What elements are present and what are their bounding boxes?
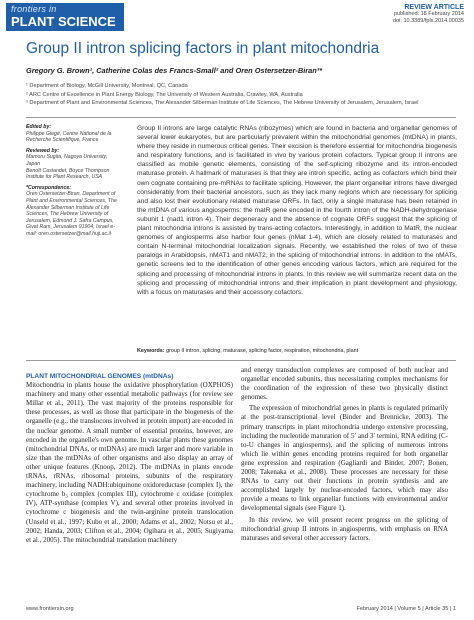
article-meta: [393, 4, 464, 24]
affiliation-2: ² ARC Centre of Excellence in Plant Energy Biology, The University of Western Australia, Crawley, WA, Australia: [26, 91, 303, 98]
abstract: Group II introns are large catalytic RNAs (ribozymes) which are found in bacteria and organellar genomes of several lower eukaryotes, but are particularly prevalent within the mitochondrial genomes (mtDNA) in plants, where they reside in numerous critical genes. Their excision is therefore essential for mitochondria biogenesis and respiratory functions, and is facilitated in vivo by various protein cofactors. Typical group II introns are classified as mobile genetic elements, consisting of the self-splicing ribozyme and its intron-encoded maturase protein. A hallmark of maturases is that they are intron specific, acting as cofactors which bind their own cognate containing pre-mRNAs to facilitate splicing. However, the plant organellar introns have diverged considerably from their bacterial ancestors, such as they lack many regions which are necessary for splicing and also lost their evolutionary related maturase ORFs. In fact, only a single maturase has been retained in the mtDNA of various angiosperms: the matR gene encoded in the fourth intron of the NADH-dehydrogenase subunit 1 (nad1 intron 4). Their degeneracy and the absence of cognate ORFs suggest that the splicing of plant mitochondria introns is assisted by trans-acting cofactors. Interestingly, in addition to MatR, the nuclear genomes of angiosperms also harbor four genes (nMat 1-4), which are closely related to maturases and contain N-terminal mitochondrial localization signals. Recently, we established the roles of two of these paralogs in Arabidopsis, nMAT1 and nMAT2, in the splicing of mitochondrial introns. In addition to the nMATs, genetic screens led to the identification of other genes encoding various factors, which are required for the splicing and processing of mitochondrial introns in plants. In this review we will summarize recent data on the splicing and processing of mitochondrial introns and their implication in plant development and physiology, with a focus on maturases and their accessory cofactors.: [137, 125, 457, 296]
affiliation-3: ³ Department of Plant and Environmental Sciences, The Alexander Silberman Institute of Life Sciences, The Hebrew University of Jerusalem, Jerusalem, Israel: [26, 100, 419, 106]
article-type: REVIEW ARTICLE: [404, 4, 464, 11]
header-divider: [26, 117, 456, 118]
body-paragraph: In this review, we will present recent progress on the splicing of mitochondrial group II introns in angiosperms, with emphasis on RNA maturases and several other accessory factors.: [241, 515, 448, 542]
section-heading: PLANT MITOCHONDRIAL GENOMES (mtDNAs): [26, 373, 174, 380]
abstract-divider: [26, 360, 456, 361]
keywords: [137, 348, 457, 354]
footer-url[interactable]: www.frontiersin.org: [26, 606, 74, 612]
published-date: published: 18 February 2014: [393, 11, 464, 17]
journal-header: [0, 0, 474, 34]
reviewed-by-2: Benoît Castandet, Boyce Thompson Institute for Plant Research, USA: [26, 167, 110, 181]
body-column-left: [26, 372, 233, 545]
affiliation-1: ¹ Department of Biology, McGill University, Montreal, QC, Canada: [26, 83, 188, 89]
article-title: Group II intron splicing factors in plant mitochondria: [26, 40, 380, 57]
body-paragraph: The expression of mitochondrial genes in plants is regulated primarily at the post-transcriptional level (Binder and Brennicke, 2003). The primary transcripts in plant mitochondria undergo extensive processing, including the nucleotide maturation of 5′ and 3′ termini, RNA editing (C-to-U changes in angiosperms), and the splicing of numerous introns which lie within genes encoding proteins required for both organellar gene expression and respiration (Gagliardi and Binder, 2007; Bonen, 2008; Takenaka et al., 2008). These processes are necessary for these RNAs to carry out their functions in protein synthesis and are accomplished largely by nuclear-encoded factors, which may also provide a means to link organellar functions with environmental and/or developmental signals (see Figure 1).: [241, 404, 448, 513]
footer-issue: February 2014 | Volume 5 | Article 35 | 1: [356, 606, 456, 612]
body-column-right: [241, 366, 448, 543]
journal-logo: [6, 3, 124, 31]
edited-by: Philippe Giegé, Centre National de la Recherche Scientifique, France: [26, 130, 112, 144]
logo-bottom-text: PLANT SCIENCE: [11, 14, 116, 29]
doi: doi: 10.3389/fpls.2014.00035: [393, 17, 464, 24]
keywords-label: Keywords:: [137, 348, 165, 354]
editorial-sidebar: [26, 124, 120, 238]
correspondence-label: *Correspondence:: [26, 184, 71, 191]
logo-top-text: frontiers in: [11, 4, 57, 14]
keywords-list: group II intron, splicing, maturase, splicing factor, respiration, mitochondria, plant: [166, 348, 359, 354]
reviewed-by-label: Reviewed by:: [26, 147, 60, 154]
body-paragraph: and energy transduction complexes are composed of both nuclear and organellar encoded subunits, thus necessitating complex mechanisms for the coordination of the expression of these two physically distinct genomes.: [241, 366, 448, 402]
page-footer: [26, 606, 456, 612]
affiliations: [26, 82, 466, 108]
body-paragraph: Mitochondria in plants house the oxidative phosphorylation (OXPHOS) machinery and many other essential metabolic pathways (for review see Millar et al., 2011). The vast majority of the proteins responsible for these processes, as well as those that participate in the biogenesis of the organelle (e.g., the translocons involved in protein import) are encoded in the nuclear genome. A small number of essential proteins, however, are encoded in the organelle's own genome. In vascular plants these genomes (mitochondrial DNAs, or mtDNAs) are much larger and more variable in size than the mtDNAs of other organisms and also display an array of other unique features (Knoop, 2012). The mtDNAs in plants encode tRNAs, rRNAs, ribosomal proteins, subunits of the respiratory machinery, including NADH:ubiquinone oxidoreductase (complex I), the cytochrome b₃ complex (complex III), cytochrome c oxidase (complex IV), ATP-synthase (complex V), and several other proteins involved in cytochrome c biogenesis and the twin-arginine protein translocation (Unseld et al., 1997; Kubo et al., 2000; Adams et al., 2002; Notsu et al., 2002; Handa, 2003; Clifton et al., 2004; Ogihara et al., 2005; Sugiyama et al., 2005). The mitochondrial translation machinery: [26, 381, 233, 544]
reviewed-by-1: Mamoru Sugita, Nagoya University, Japan: [26, 154, 108, 167]
correspondence: Oren Ostersetzer-Biran, Department of Plant and Environmental Sciences, The Alexander Silberman Institute of Life Sciences, The Hebrew University of Jerusalem, Edmond J. Safra Campus, Givat Ram, Jerusalem 91904, Israel e-mail: oren.ostersetzer@mail.huji.ac.il: [26, 191, 117, 237]
article-authors: Gregory G. Brown¹, Catherine Colas des Francs-Small² and Oren Ostersetzer-Biran³*: [26, 66, 323, 75]
edited-by-label: Edited by:: [26, 124, 52, 130]
